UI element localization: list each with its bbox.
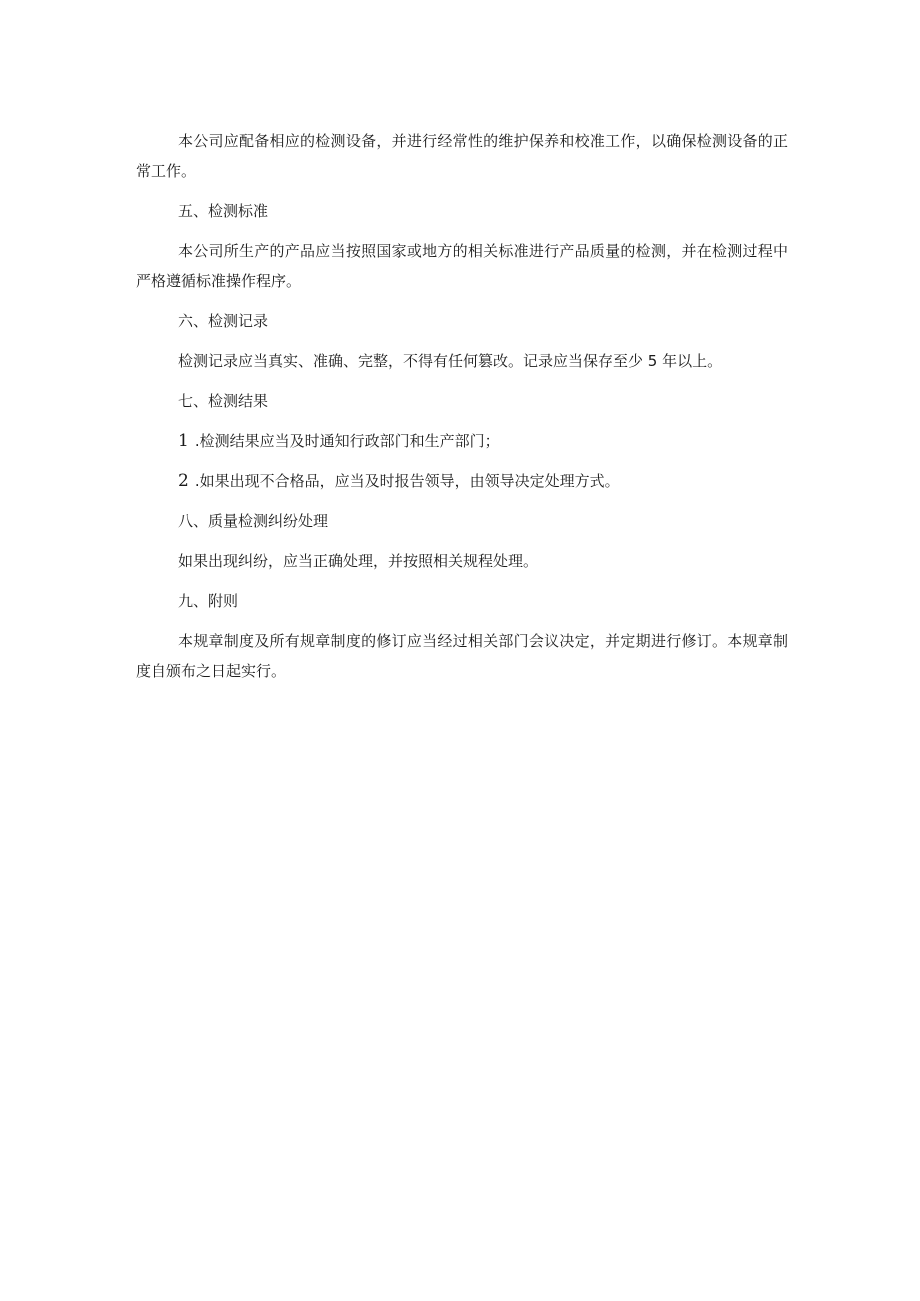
document-body [136,126,788,686]
paragraph-dispute: 如果出现纠纷，应当正确处理，并按照相关规程处理。 [178,552,539,570]
paragraph-equipment: 本公司应配备相应的检测设备，并进行经常性的维护保养和校准工作，以确保检测设备的正常工作。 [136,132,788,180]
section-heading-8: 八、质量检测纠纷处理 [178,512,329,530]
result-item [136,426,788,456]
section-heading-7: 七、检测结果 [178,392,269,410]
result-item-text: .如果出现不合格品，应当及时报告领导，由领导决定处理方式。 [194,472,620,490]
paragraph-standard: 本公司所生产的产品应当按照国家或地方的相关标准进行产品质量的检测，并在检测过程中严格遵循标准操作程序。 [136,242,788,290]
result-item-text: .检测结果应当及时通知行政部门和生产部门； [194,432,500,450]
paragraph-appendix: 本规章制度及所有规章制度的修订应当经过相关部门会议决定，并定期进行修订。本规章制度自颁布之日起实行。 [136,632,788,680]
section-heading-6: 六、检测记录 [178,312,269,330]
paragraph-record: 检测记录应当真实、准确、完整，不得有任何篡改。记录应当保存至少 5 年以上。 [178,352,723,370]
section-heading-9: 九、附则 [178,592,239,610]
result-item-number: 1 [178,431,189,451]
section-heading-5: 五、检测标准 [178,202,269,220]
result-item-number: 2 [178,471,189,491]
result-item [136,466,788,496]
